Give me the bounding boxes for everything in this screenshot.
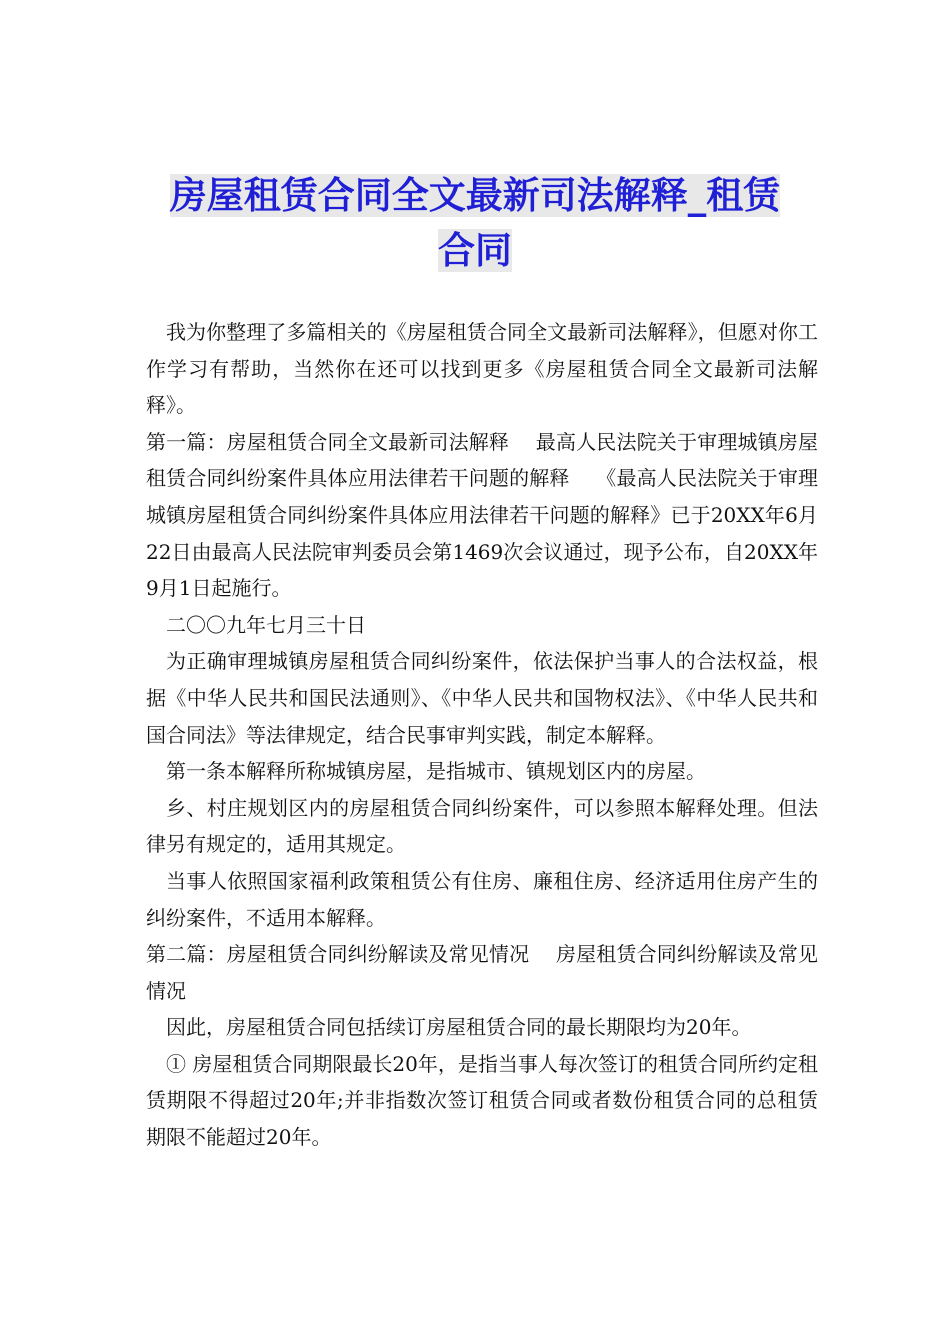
paragraph-purpose: 为正确审理城镇房屋租赁合同纠纷案件，依法保护当事人的合法权益，根据《中华人民共和国民法通则》、《中华人民共和国物权法》、《中华人民共和国合同法》等法律规定，结合民事审判实践，制定本解释。 [146,649,818,747]
title-line-2: 合同 [438,229,512,272]
paragraph-term-detail: ① 房屋租赁合同期限最长20年，是指当事人每次签订的租赁合同所约定租赁期限不得超过20年;并非指数次签订租赁合同或者数份租赁合同的总租赁期限不能超过20年。 [146,1051,818,1150]
document-title [100,168,850,278]
paragraph-date: 二〇〇九年七月三十日 [166,612,366,637]
paragraph-max-term: 因此，房屋租赁合同包括续订房屋租赁合同的最长期限均为20年。 [166,1015,752,1040]
paragraph-rural: 乡、村庄规划区内的房屋租赁合同纠纷案件，可以参照本解释处理。但法律另有规定的，适用其规定。 [146,795,818,857]
paragraph-section-two-heading: 第二篇：房屋租赁合同纠纷解读及常见情况 房屋租赁合同纠纷解读及常见情况 [146,942,818,1003]
paragraph-section-one-heading: 第一篇：房屋租赁合同全文最新司法解释 最高人民法院关于审理城镇房屋租赁合同纠纷案件具体应用法律若干问题的解释 《最高人民法院关于审理城镇房屋租赁合同纠纷案件具体应用法律若干问题的解释》已于20XX年6月22日由最高人民法院审判委员会第1469次会议通过，现予公布，自20XX年9月1日起施行。 [146,429,818,601]
paragraph-intro: 我为你整理了多篇相关的《房屋租赁合同全文最新司法解释》，但愿对你工作学习有帮助，当然你在还可以找到更多《房屋租赁合同全文最新司法解释》。 [146,320,818,418]
paragraph-article-one: 第一条本解释所称城镇房屋，是指城市、镇规划区内的房屋。 [166,759,706,784]
paragraph-public-housing: 当事人依照国家福利政策租赁公有住房、廉租住房、经济适用住房产生的纠纷案件，不适用本解释。 [146,868,818,930]
title-line-1: 房屋租赁合同全文最新司法解释_租赁 [169,174,781,217]
document-body [146,314,818,1156]
